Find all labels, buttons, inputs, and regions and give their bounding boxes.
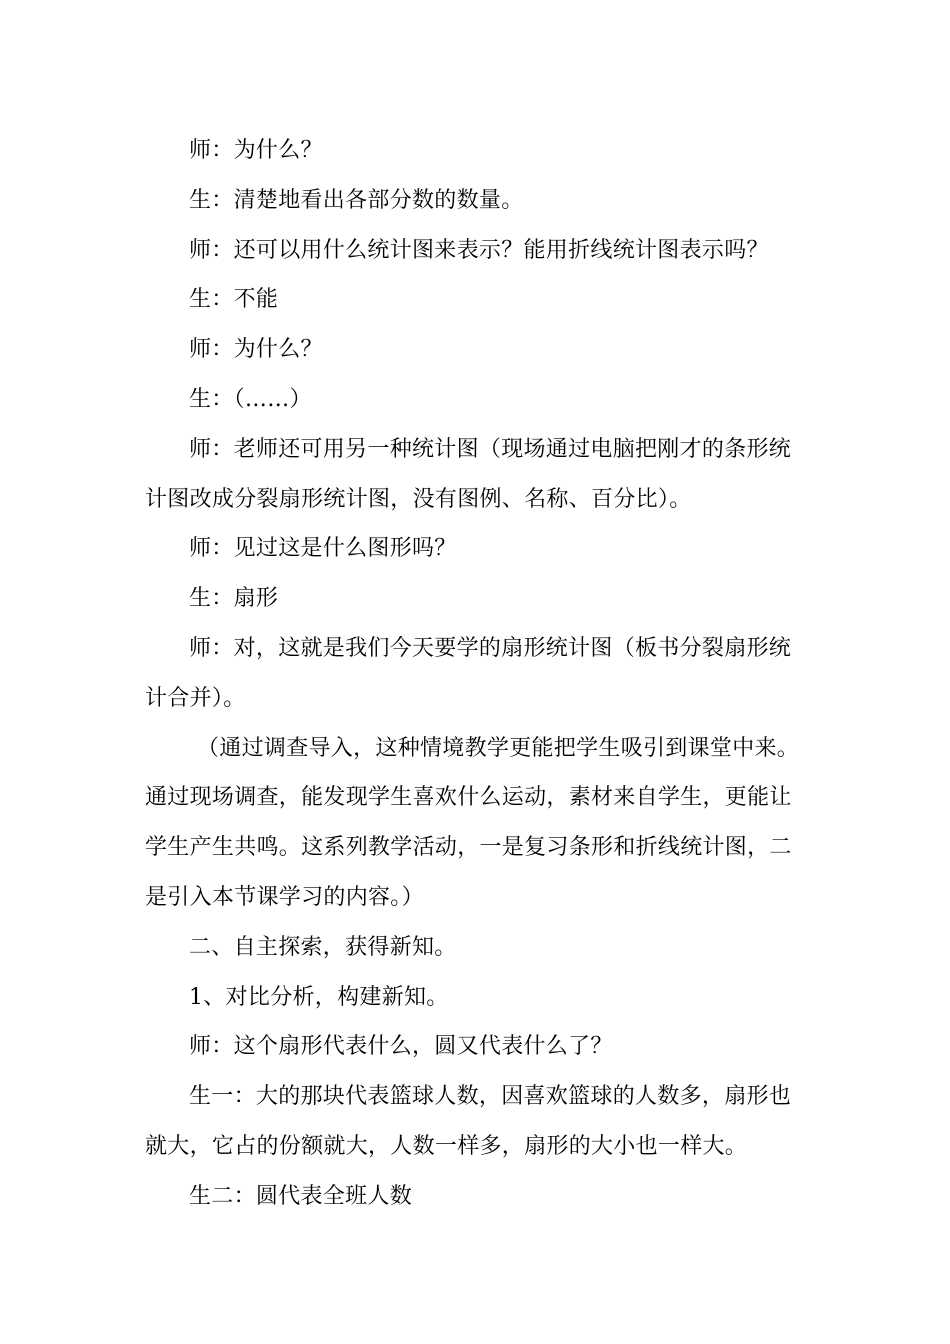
subsection-heading: 1、对比分析，构建新知。 xyxy=(189,984,449,1010)
dialogue-line-student: 生二：圆代表全班人数 xyxy=(189,1183,413,1209)
document-body xyxy=(145,126,810,1222)
teaching-note: （通过调查导入，这种情境教学更能把学生吸引到课堂中来。通过现场调查，能发现学生喜欢什么运动，素材来自学生，更能让学生产生共鸣。这系列教学活动，一是复习条形和折线统计图，二是引入本节课学习的内容。） xyxy=(145,735,800,910)
dialogue-line-student: 生：清楚地看出各部分数的数量。 xyxy=(189,187,524,213)
dialogue-line-teacher: 师：见过这是什么图形吗？ xyxy=(189,536,457,562)
dialogue-line-teacher: 师：这个扇形代表什么，圆又代表什么了？ xyxy=(189,1034,613,1060)
dialogue-line-teacher: 师：还可以用什么统计图来表示？能用折线统计图表示吗？ xyxy=(189,237,769,263)
dialogue-line-student: 生：不能 xyxy=(189,287,279,313)
dialogue-line-teacher: 师：老师还可用另一种统计图（现场通过电脑把刚才的条形统计图改成分裂扇形统计图，没有图例、名称、百分比）。 xyxy=(145,436,792,512)
dialogue-line-student: 生一：大的那块代表篮球人数，因喜欢篮球的人数多，扇形也就大，它占的份额就大，人数一样多，扇形的大小也一样大。 xyxy=(145,1084,792,1159)
dialogue-line-teacher: 师：为什么？ xyxy=(189,337,323,363)
section-heading: 二、自主探索，获得新知。 xyxy=(189,934,457,960)
dialogue-line-student: 生：（……） xyxy=(189,386,312,412)
dialogue-line-teacher: 师：对，这就是我们今天要学的扇形统计图（板书分裂扇形统计合并）。 xyxy=(145,635,792,711)
dialogue-line-teacher: 师：为什么？ xyxy=(189,138,323,163)
dialogue-line-student: 生：扇形 xyxy=(189,586,279,612)
